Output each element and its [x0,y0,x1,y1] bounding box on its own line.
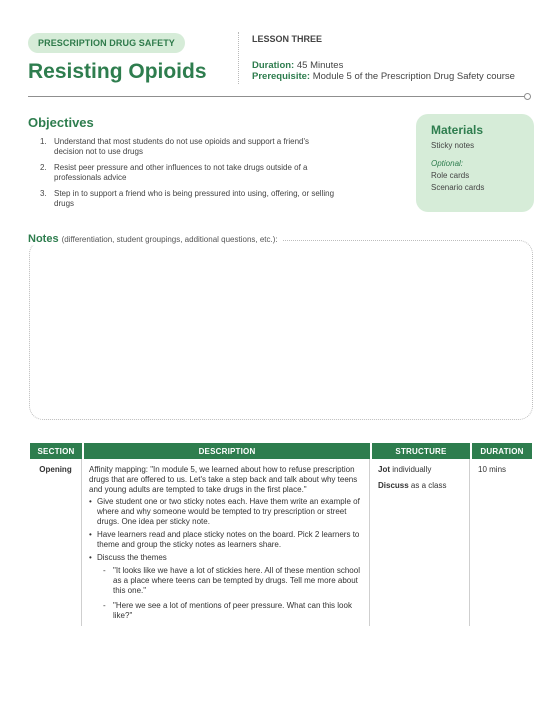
objective-item [40,163,340,183]
cell-duration: 10 mins [478,465,507,474]
rule-end-circle-icon [524,93,531,100]
materials-box [416,114,534,212]
structure-verb: Jot [378,465,390,474]
bullet-icon: • [89,530,92,539]
lesson-number: LESSON THREE [252,34,323,44]
description-bullet [89,497,363,527]
dash-icon: - [103,601,106,610]
subitem-text: "It looks like we have a lot of stickies here. All of these mention school as a place where teens can be tempted by drugs. Tell me more about this one." [113,566,360,595]
description-bullet [89,530,363,550]
lesson-meta [252,60,515,82]
cell-structure [372,459,470,626]
duration-value: 45 Minutes [296,60,344,71]
structure-item [378,465,469,475]
header-duration: DURATION [472,443,532,459]
bullet-text: Have learners read and place sticky notes on the board. Pick 2 learners to theme and group the sticky notes as learners share. [97,530,360,549]
structure-detail: individually [390,465,432,474]
header-section: SECTION [30,443,82,459]
description-subitem [103,566,363,596]
objective-text: Step in to support a friend who is being pressured into using, offering, or selling drugs [54,189,335,208]
structure-item [378,481,469,491]
notes-title: Notes [28,233,59,245]
prerequisite-row [252,71,515,82]
objectives-heading: Objectives [28,115,94,130]
subitem-text: "Here we see a lot of mentions of peer pressure. What can this look like?" [113,601,352,620]
objective-text: Resist peer pressure and other influences to not take drugs outside of a professionals advice [54,163,308,182]
materials-required: Sticky notes [431,141,475,150]
objective-text: Understand that most students do not use opioids and support a friend's decision not to use drugs [54,137,310,156]
page-title: Resisting Opioids [28,60,207,83]
description-subitem [103,601,363,621]
materials-optional-item: Scenario cards [431,183,485,192]
structure-detail: as a class [408,481,447,490]
objective-item [40,189,340,209]
structure-verb: Discuss [378,481,409,490]
table-row [30,459,532,626]
materials-optional-item: Role cards [431,171,470,180]
objectives-list [40,137,340,215]
bullet-text: Discuss the themes [97,553,167,562]
header-divider [238,32,239,84]
cell-description [84,459,370,626]
description-intro: Affinity mapping: "In module 5, we learned about how to refuse prescription drugs that are offered to us. Let's take a step back and talk about why teens and young adults are tempted to take drugs in the first place." [89,465,358,494]
prerequisite-value: Module 5 of the Prescription Drug Safety course [312,71,515,82]
header-structure: STRUCTURE [372,443,470,459]
notes-area[interactable] [29,240,533,420]
duration-row [252,60,515,71]
bullet-icon: • [89,497,92,506]
lesson-plan-table [28,443,534,626]
table-header-row [30,443,532,459]
notes-heading [28,233,282,245]
duration-label: Duration: [252,60,295,71]
objective-number: 1. [40,137,47,146]
prerequisite-label: Prerequisite: [252,71,311,82]
description-bullet [89,553,363,563]
objective-item [40,137,340,157]
objective-number: 3. [40,189,47,198]
objective-number: 2. [40,163,47,172]
materials-optional-label: Optional: [431,159,464,168]
dash-icon: - [103,566,106,575]
topic-badge: PRESCRIPTION DRUG SAFETY [28,33,185,53]
bullet-icon: • [89,553,92,562]
bullet-text: Give student one or two sticky notes each. Have them write an example of where and why someone would be tempted to try prescription or street drugs. One idea per sticky note. [97,497,360,526]
materials-heading: Materials [431,123,484,137]
header-description: DESCRIPTION [84,443,370,459]
header-rule [28,96,526,97]
notes-hint: (differentiation, student groupings, additional questions, etc.): [61,235,278,244]
cell-section: Opening [30,459,82,626]
